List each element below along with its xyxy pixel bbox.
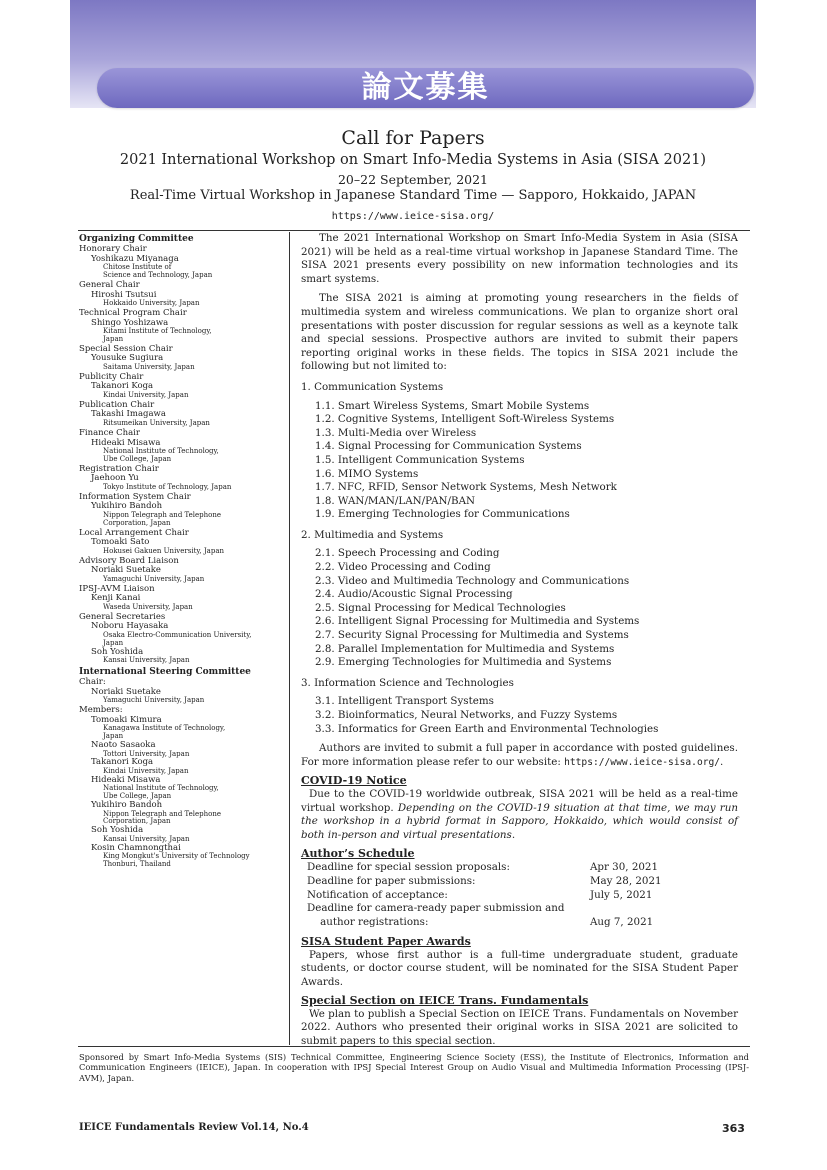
member-affiliation: Corporation, Japan [103, 518, 171, 527]
subtopic-item: 2.9. Emerging Technologies for Multimedia and Systems [315, 656, 612, 669]
member-name: Shingo Yoshizawa [91, 317, 169, 328]
column-divider [289, 232, 290, 1045]
subtopic-item: 2.2. Video Processing and Coding [315, 561, 491, 574]
schedule-date [582, 902, 667, 916]
member-affiliation: Ube College, Japan [103, 454, 172, 463]
chair-label: Chair: [79, 677, 106, 688]
member-name: Kenji Kanai [91, 593, 141, 604]
committee-role: IPSJ-AVM Liaison [79, 583, 155, 594]
topic-heading: 2. Multimedia and Systems [301, 528, 444, 541]
covid-italic-text: Depending on the COVID-19 situation at that time, we may run the workshop in a hybrid format in Sapporo, Hokkaido, which would consist of both in-person and virtual presentations. [301, 801, 738, 841]
committee-role: Registration Chair [79, 463, 159, 474]
special-section-heading: Special Section on IEICE Trans. Fundamentals [301, 994, 589, 1008]
subtopic-item: 1.6. MIMO Systems [315, 467, 419, 480]
subtopic-item: 1.1. Smart Wireless Systems, Smart Mobile Systems [315, 399, 590, 412]
subtopic-list [301, 547, 738, 669]
member-affiliation: Kindai University, Japan [103, 391, 189, 400]
subtopic-item: 2.8. Parallel Implementation for Multimedia and Systems [315, 642, 615, 655]
members-label: Members: [79, 705, 123, 716]
committee-role: Information System Chair [79, 491, 191, 502]
member-affiliation: Chitose Institute of [103, 263, 172, 272]
member-affiliation: Kansai University, Japan [103, 656, 190, 665]
member-name: Tomoaki Sato [91, 537, 150, 548]
topic-list [301, 381, 738, 736]
member-affiliation: Corporation, Japan [103, 817, 171, 826]
member-affiliation: Japan [103, 732, 124, 741]
intro-paragraph-1: The 2021 International Workshop on Smart Info-Media System in Asia (SISA 2021) will be held as a real-time virtual workshop in Japanese Standard Time. The SISA 2021 presents every possibility on new information technologies and its smart systems. [301, 232, 738, 285]
member-affiliation: Yamaguchi University, Japan [103, 696, 205, 705]
steering-committee-heading: International Steering Committee [79, 666, 251, 677]
subtopic-item: 1.9. Emerging Technologies for Communications [315, 508, 570, 521]
subtopic-item: 1.2. Cognitive Systems, Intelligent Soft-Wireless Systems [315, 413, 615, 426]
member-affiliation: Japan [103, 335, 124, 344]
member-affiliation: Hokkaido University, Japan [103, 299, 200, 308]
member-affiliation: Kanagawa Institute of Technology, [103, 724, 226, 733]
subtopic-item: 2.3. Video and Multimedia Technology and Communications [315, 574, 630, 587]
schedule-label: Notification of acceptance: [307, 888, 448, 901]
subtopic-item: 1.5. Intelligent Communication Systems [315, 453, 525, 466]
awards-heading: SISA Student Paper Awards [301, 934, 471, 948]
member-affiliation: Thonburi, Thailand [103, 860, 171, 869]
subtopic-list [301, 400, 738, 522]
schedule-row [307, 861, 667, 875]
member-affiliation: National Institute of Technology, [103, 447, 219, 456]
covid-paragraph [301, 788, 738, 842]
schedule-row [307, 889, 667, 903]
subtopic-item: 2.1. Speech Processing and Coding [315, 547, 500, 560]
member-affiliation: Ritsumeikan University, Japan [103, 419, 210, 428]
banner-title: 論文募集 [361, 70, 490, 105]
subtopic-item: 2.6. Intelligent Signal Processing for Multimedia and Systems [315, 615, 640, 628]
authors-url[interactable]: https://www.ieice-sisa.org/ [564, 756, 721, 768]
member-affiliation: Saitama University, Japan [103, 363, 195, 372]
member-name: Takashi Imagawa [91, 409, 166, 420]
workshop-venue: Real-Time Virtual Workshop in Japanese Standard Time — Sapporo, Hokkaido, JAPAN [129, 188, 697, 203]
member-affiliation: Kansai University, Japan [103, 834, 190, 843]
subtopic-item: 1.3. Multi-Media over Wireless [315, 426, 477, 439]
authors-paragraph: Authors are invited to submit a full paper in accordance with posted guidelines. For more information please refer to our website: https://www.ieice-sisa.org/. [301, 742, 738, 768]
workshop-title: 2021 International Workshop on Smart Info-Media Systems in Asia (SISA 2021) [119, 152, 707, 168]
committee-role: General Chair [79, 280, 140, 290]
subtopic-item: 2.5. Signal Processing for Medical Technologies [315, 601, 566, 614]
special-section-paragraph: We plan to publish a Special Section on IEICE Trans. Fundamentals on November 2022. Authors who presented their original works in SISA 2021 are solicited to submit papers to this special section. [301, 1007, 738, 1048]
member-name: Hiroshi Tsutsui [91, 289, 157, 300]
authors-text: Authors are invited to submit a full paper in accordance with posted guidelines. For more information please refer to our website: [301, 742, 738, 768]
member-affiliation: Nippon Telegraph and Telephone [103, 809, 222, 818]
subtopic-list [301, 695, 738, 736]
awards-paragraph: Papers, whose first author is a full-time undergraduate student, graduate students, or doctor course student, will be nominated for the SISA Student Paper Awards. [301, 948, 738, 988]
member-name: Kosin Chamnongthai [91, 842, 181, 853]
member-name: Jaehoon Yu [91, 473, 139, 484]
journal-name: IEICE Fundamentals Review Vol.14, No.4 [79, 1122, 309, 1133]
top-rule [78, 230, 750, 231]
subtopic-item: 3.1. Intelligent Transport Systems [315, 695, 494, 708]
committee-role: Honorary Chair [79, 244, 147, 255]
sponsor-note: Sponsored by Smart Info-Media Systems (SIS) Technical Committee, Engineering Science Society (ESS), the Institute of Electronics, Information and Communication Engineers (IEICE), Japan. In cooperation with IPSJ Special Interest Group on Audio Visual and Multimedia Information Processing (IPSJ-AVM), Japan. [79, 1052, 749, 1083]
member-affiliation: Science and Technology, Japan [103, 271, 213, 280]
topic-heading: 3. Information Science and Technologies [301, 676, 514, 689]
member-name: Hideaki Misawa [91, 437, 161, 448]
schedule-row [307, 902, 667, 916]
schedule-date: July 5, 2021 [589, 888, 653, 901]
member-affiliation: Kitami Institute of Technology, [103, 327, 212, 336]
member-name: Naoto Sasaoka [91, 739, 156, 750]
committee-role: Advisory Board Liaison [79, 555, 179, 566]
member-name: Yousuke Sugiura [91, 353, 164, 364]
main-column [301, 232, 738, 1049]
committee-role: Finance Chair [79, 427, 140, 438]
covid-text: Due to the COVID-19 worldwide outbreak, SISA 2021 will be held as a real-time virtual workshop. [301, 787, 738, 814]
member-affiliation: Ube College, Japan [103, 792, 172, 801]
schedule-label: author registrations: [307, 916, 429, 929]
member-name: Takanori Koga [91, 757, 154, 768]
member-name: Takanori Koga [91, 381, 154, 392]
member-name: Tomoaki Kimura [91, 714, 162, 725]
schedule-date: May 28, 2021 [589, 874, 662, 887]
committee-role: Local Arrangement Chair [79, 527, 189, 538]
member-affiliation: Kindai University, Japan [103, 766, 189, 775]
subtopic-item: 2.7. Security Signal Processing for Multimedia and Systems [315, 629, 629, 642]
member-name: Yoshikazu Miyanaga [91, 253, 179, 264]
intro-paragraph-2: The SISA 2021 is aiming at promoting young researchers in the fields of multimedia system and wireless communications. We plan to organize short oral presentations with poster discussion for regular sessions as well as a keynote talk and special sessions. Prospective authors are invited to submit their papers reporting original works in these fields. The topics in SISA 2021 include the following but not limited to: [301, 292, 738, 373]
subtopic-item: 1.8. WAN/MAN/LAN/PAN/BAN [315, 494, 476, 507]
schedule-label: Deadline for paper submissions: [307, 874, 476, 887]
member-affiliation: King Mongkut's University of Technology [103, 852, 250, 861]
member-affiliation: Tottori University, Japan [103, 749, 190, 758]
member-name: Yukihiro Bandoh [91, 501, 163, 512]
member-affiliation: Osaka Electro-Communication University, [103, 630, 252, 639]
committee-role: Technical Program Chair [79, 308, 187, 319]
schedule-date: Apr 30, 2021 [589, 860, 659, 873]
committee-column [79, 234, 285, 869]
member-name: Noriaki Suetake [91, 686, 161, 697]
call-for-papers-title: Call for Papers [341, 127, 485, 149]
member-affiliation: Yamaguchi University, Japan [103, 574, 205, 583]
member-name: Noboru Hayasaka [91, 621, 169, 632]
member-affiliation: Waseda University, Japan [103, 602, 193, 611]
member-name: Yukihiro Bandoh [91, 800, 163, 811]
member-affiliation: Japan [103, 638, 124, 647]
member-name: Soh Yoshida [91, 825, 144, 836]
subtopic-item: 1.7. NFC, RFID, Sensor Network Systems, Mesh Network [315, 481, 617, 494]
page-number: 363 [722, 1122, 745, 1135]
steering-members [79, 716, 285, 869]
member-affiliation: Nippon Telegraph and Telephone [103, 510, 222, 519]
subtopic-item: 3.3. Informatics for Green Earth and Environmental Technologies [315, 722, 659, 735]
committee-roles [79, 245, 285, 665]
workshop-date: 20–22 September, 2021 [337, 172, 489, 187]
member-affiliation: Tokyo Institute of Technology, Japan [103, 482, 232, 491]
schedule-row [307, 875, 667, 889]
member-affiliation: National Institute of Technology, [103, 784, 219, 793]
subtopic-item: 1.4. Signal Processing for Communication Systems [315, 440, 582, 453]
schedule-date: Aug 7, 2021 [589, 916, 654, 929]
steering-chair [79, 688, 285, 705]
member-name: Noriaki Suetake [91, 565, 161, 576]
organizing-committee-heading: Organizing Committee [79, 234, 194, 244]
committee-role: Special Session Chair [79, 343, 173, 354]
subtopic-item: 2.4. Audio/Acoustic Signal Processing [315, 588, 513, 601]
topic-heading: 1. Communication Systems [301, 380, 444, 393]
schedule-table [307, 861, 667, 930]
workshop-url[interactable]: https://www.ieice-sisa.org/ [331, 211, 495, 222]
schedule-row [307, 916, 667, 930]
committee-role: Publication Chair [79, 399, 155, 410]
schedule-label: Deadline for camera-ready paper submission and [307, 902, 565, 915]
member-name: Hideaki Misawa [91, 774, 161, 785]
schedule-heading: Author’s Schedule [301, 847, 415, 861]
covid-heading: COVID-19 Notice [301, 774, 407, 788]
committee-role: Publicity Chair [79, 371, 144, 382]
committee-role: General Secretaries [79, 611, 166, 622]
schedule-label: Deadline for special session proposals: [307, 860, 510, 873]
subtopic-item: 3.2. Bioinformatics, Neural Networks, and Fuzzy Systems [315, 709, 618, 721]
member-affiliation: Hokusei Gakuen University, Japan [103, 546, 225, 555]
member-name: Soh Yoshida [91, 646, 144, 657]
